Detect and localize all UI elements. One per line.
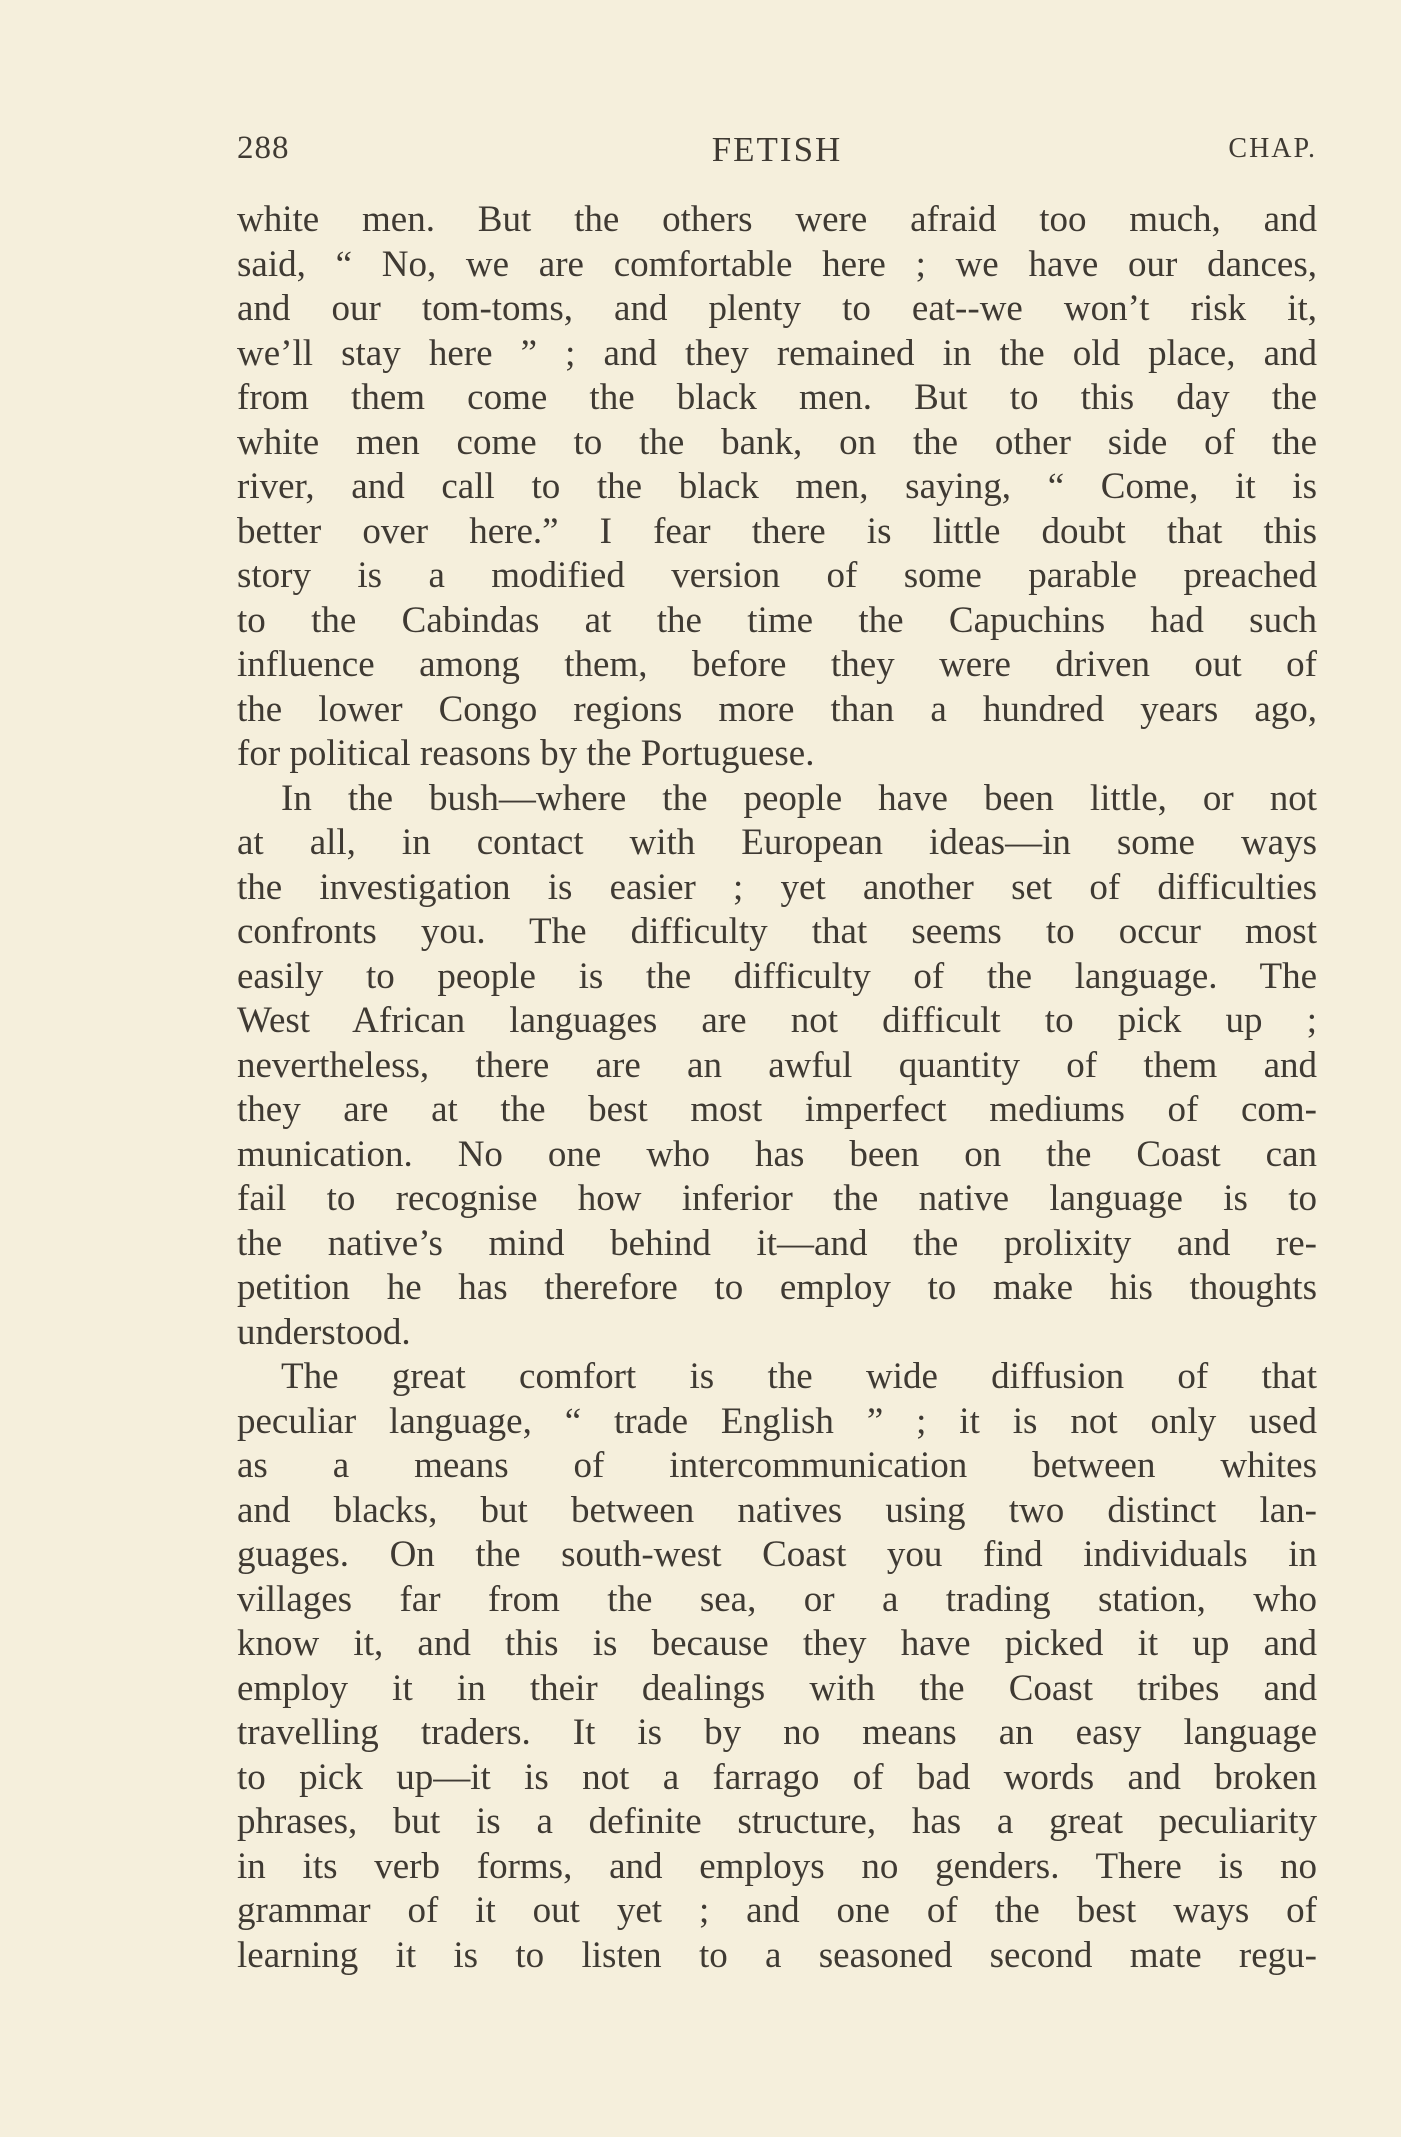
text-line: from them come the black men. But to this day the xyxy=(237,377,1317,418)
text-line: to the Cabindas at the time the Capuchins had such xyxy=(237,599,1317,641)
text-line: grammar of it out yet ; and one of the best ways of xyxy=(237,1890,1317,1931)
text-line: the investigation is easier ; yet another set of difficulties xyxy=(237,866,1317,908)
text-line: the lower Congo regions more than a hundred years ago, xyxy=(237,688,1317,730)
running-head xyxy=(237,130,1317,180)
paragraph xyxy=(237,198,1317,777)
text-line: at all, in contact with European ideas—in some ways xyxy=(237,822,1317,863)
running-title: FETISH xyxy=(711,130,843,169)
text-line: petition he has therefore to employ to make his thoughts xyxy=(237,1267,1317,1308)
text-line: peculiar language, “ trade English ” ; it is not only used xyxy=(237,1400,1317,1442)
text-line: easily to people is the difficulty of the language. The xyxy=(237,955,1317,997)
page-number: 288 xyxy=(237,130,290,166)
text-line: white men come to the bank, on the other side of the xyxy=(237,421,1317,463)
text-line: guages. On the south-west Coast you find individuals in xyxy=(237,1534,1317,1575)
chapter-label: CHAP. xyxy=(1228,133,1317,164)
text-line: and blacks, but between natives using two distinct lan- xyxy=(237,1489,1317,1531)
text-line: travelling traders. It is by no means an easy language xyxy=(237,1712,1317,1753)
text-line: to pick up—it is not a farrago of bad words and broken xyxy=(237,1756,1317,1798)
text-line: and our tom-toms, and plenty to eat--we won’t risk it, xyxy=(237,288,1317,329)
text-line: The great comfort is the wide diffusion of that xyxy=(281,1356,1317,1397)
text-line: munication. No one who has been on the Coast can xyxy=(237,1133,1317,1175)
text-line: understood. xyxy=(237,1311,411,1353)
text-line: for political reasons by the Portuguese. xyxy=(237,733,815,774)
text-line: white men. But the others were afraid too much, and xyxy=(237,199,1317,240)
text-line: confronts you. The difficulty that seems to occur most xyxy=(237,911,1317,952)
text-line: villages far from the sea, or a trading station, who xyxy=(237,1578,1317,1620)
text-line: West African languages are not difficult to pick up ; xyxy=(237,1000,1317,1041)
text-line: the native’s mind behind it—and the prolixity and re- xyxy=(237,1222,1317,1264)
text-line: employ it in their dealings with the Coast tribes and xyxy=(237,1667,1317,1709)
text-line: story is a modified version of some parable preached xyxy=(237,555,1317,596)
text-line: we’ll stay here ” ; and they remained in the old place, and xyxy=(237,332,1317,374)
text-line: know it, and this is because they have picked it up and xyxy=(237,1623,1317,1664)
text-line: better over here.” I fear there is little doubt that this xyxy=(237,510,1317,552)
text-line: river, and call to the black men, saying, “ Come, it is xyxy=(237,466,1317,507)
text-line: learning it is to listen to a seasoned second mate regu- xyxy=(237,1934,1317,1976)
paragraph xyxy=(237,777,1317,1356)
text-line: in its verb forms, and employs no genders. There is no xyxy=(237,1845,1317,1887)
text-line: as a means of intercommunication between whites xyxy=(237,1445,1317,1486)
text-line: nevertheless, there are an awful quantity of them and xyxy=(237,1044,1317,1086)
paragraph xyxy=(237,1355,1317,1978)
text-line: influence among them, before they were driven out of xyxy=(237,644,1317,685)
text-line: phrases, but is a definite structure, has a great peculiarity xyxy=(237,1801,1317,1842)
text-line: they are at the best most imperfect mediums of com- xyxy=(237,1089,1317,1130)
text-line: In the bush—where the people have been little, or not xyxy=(281,777,1317,819)
text-line: fail to recognise how inferior the native language is to xyxy=(237,1178,1317,1219)
body-text xyxy=(237,198,1317,1978)
text-line: said, “ No, we are comfortable here ; we have our dances, xyxy=(237,243,1317,285)
